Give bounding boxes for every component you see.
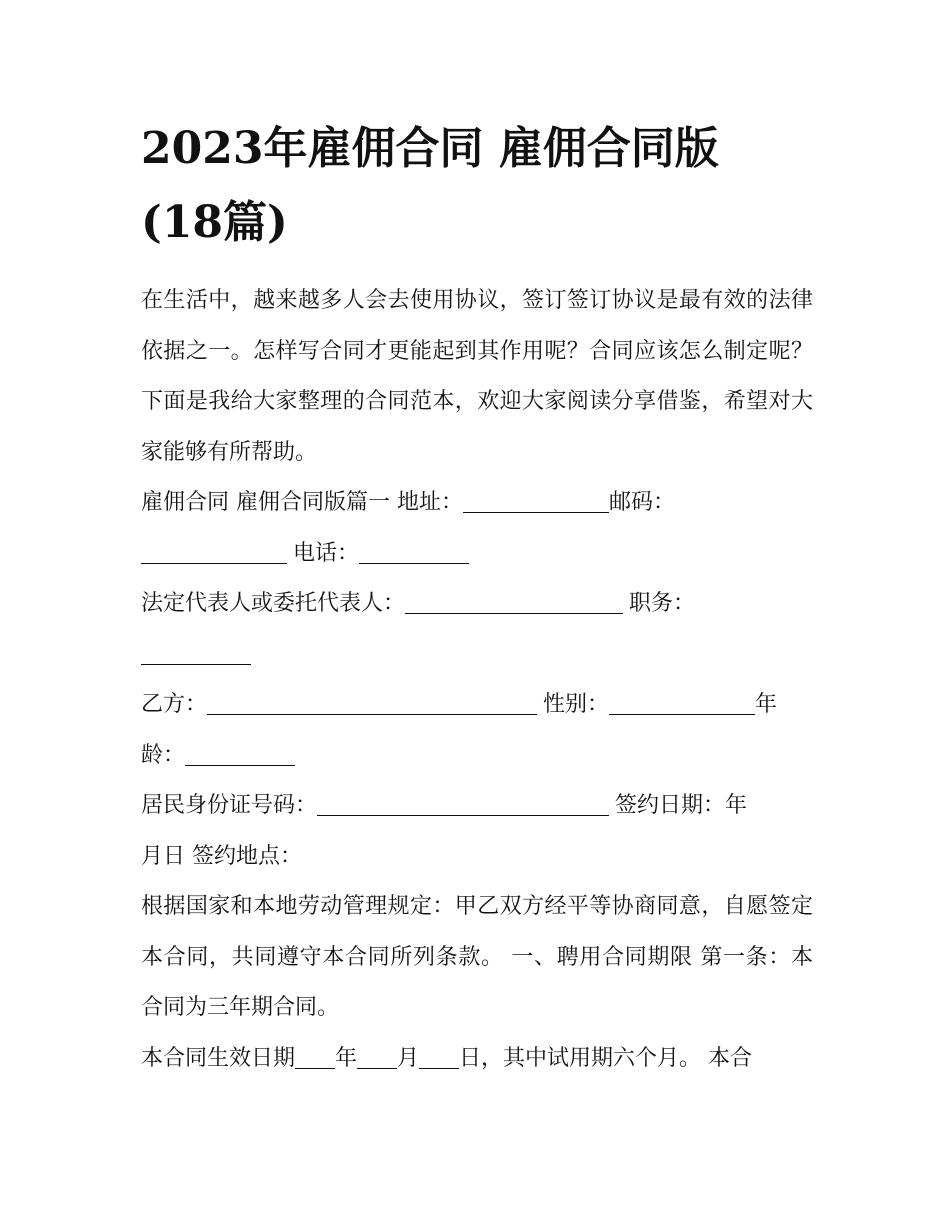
title-line-1: 2023年雇佣合同 雇佣合同版 — [141, 123, 719, 174]
effective-year: 年 — [335, 1045, 358, 1071]
representative-label: 法定代表人或委托代表人： — [141, 591, 406, 616]
id-label: 居民身份证号码： — [141, 793, 318, 818]
position-label: 职务： — [629, 591, 696, 616]
id-blank — [317, 793, 609, 816]
effective-date-line — [141, 1034, 813, 1085]
clause-intro-paragraph: 根据国家和本地劳动管理规定：甲乙双方经平等协商同意，自愿签定本合同，共同遵守本合同所列条款。 一、聘用合同期限 第一条：本合同为三年期合同。 — [141, 894, 813, 1020]
representative-blank — [405, 591, 623, 614]
effective-month: 月 — [397, 1045, 420, 1071]
document-title — [141, 112, 813, 260]
heading-address-label: 雇佣合同 雇佣合同版篇一 地址： — [141, 490, 463, 515]
phone-label: 电话： — [293, 540, 360, 566]
document-page — [141, 112, 813, 1084]
month-blank — [357, 1046, 397, 1069]
representative-line — [141, 579, 813, 680]
address-blank — [463, 490, 609, 513]
party-b-line — [141, 680, 813, 781]
sign-date-label: 签约日期：年 — [615, 793, 748, 818]
year-blank — [295, 1046, 335, 1069]
party-b-label: 乙方： — [141, 692, 208, 717]
title-line-2: (18篇) — [141, 197, 288, 248]
position-blank — [141, 642, 251, 665]
id-line — [141, 781, 813, 882]
phone-blank — [359, 541, 469, 564]
day-blank — [419, 1046, 459, 1069]
address-line — [141, 478, 813, 579]
age-blank — [185, 743, 295, 766]
age-label-b: 龄： — [141, 742, 186, 768]
party-b-blank — [207, 692, 537, 715]
sign-place-label: 月日 签约地点： — [141, 843, 302, 869]
gender-label: 性别： — [543, 692, 610, 717]
intro-paragraph: 在生活中，越来越多人会去使用协议，签订签订协议是最有效的法律依据之一。怎样写合同才更能起到其作用呢？合同应该怎么制定呢？下面是我给大家整理的合同范本，欢迎大家阅读分享借鉴，希望对大家能够有所帮助。 — [141, 288, 813, 465]
effective-prefix: 本合同生效日期 — [141, 1045, 296, 1071]
postcode-label: 邮码： — [609, 490, 676, 515]
age-label-a: 年 — [755, 692, 778, 717]
gender-blank — [609, 692, 755, 715]
effective-suffix: 日，其中试用期六个月。 本合 — [459, 1045, 753, 1071]
postcode-blank — [141, 541, 287, 564]
